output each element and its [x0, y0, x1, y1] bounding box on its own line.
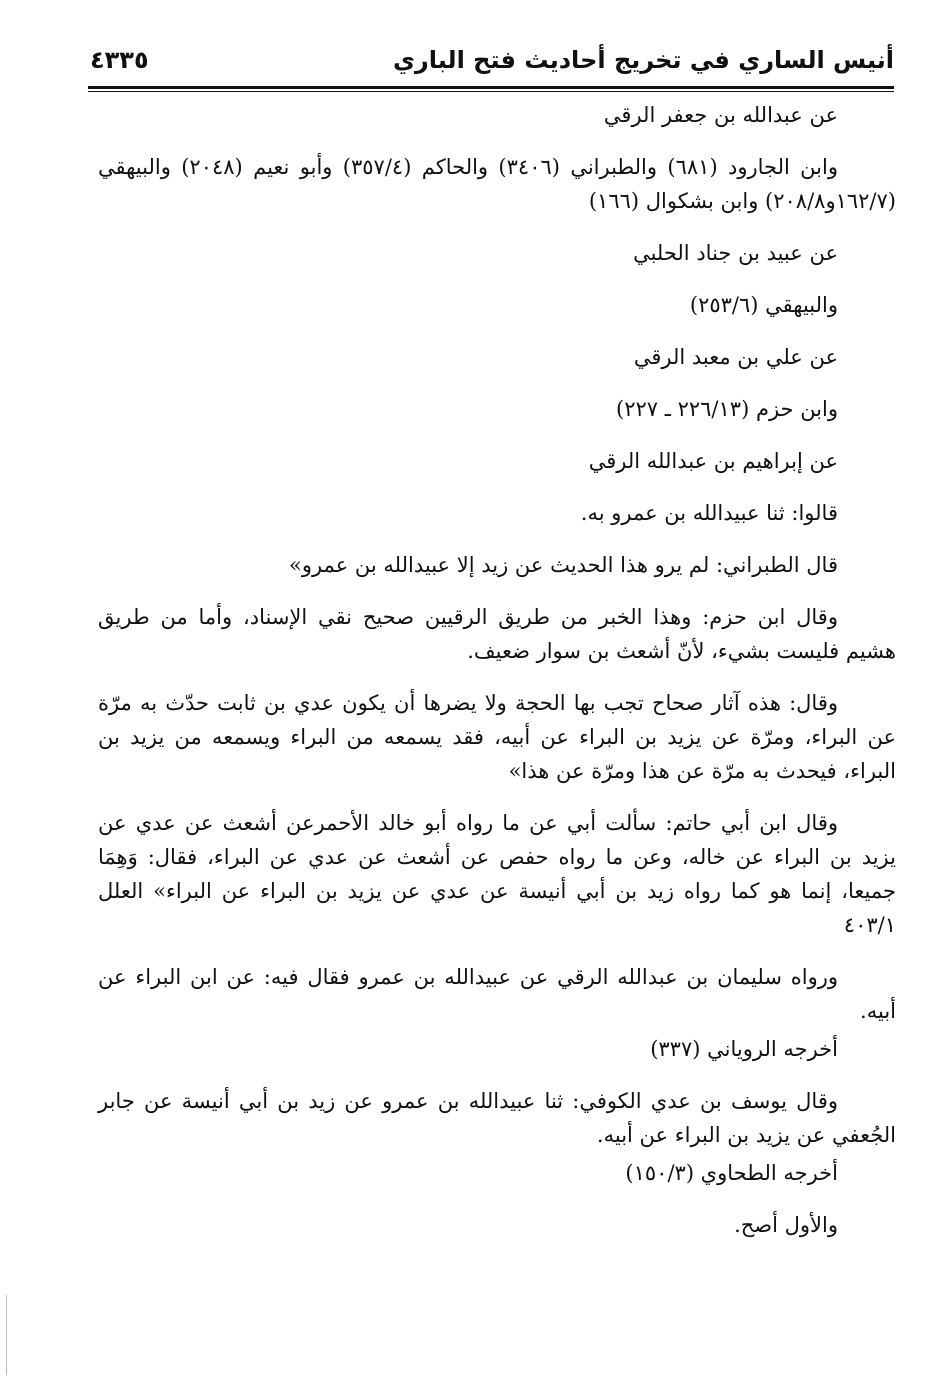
paragraph-15: وقال يوسف بن عدي الكوفي: ثنا عبيدالله بن عمرو عن زيد بن أبي أنيسة عن جابر الجُعفي عن يزيد بن البراء عن أبيه.: [98, 1089, 896, 1147]
paragraph-16: أخرجه الطحاوي (١٥٠/٣): [625, 1161, 838, 1185]
paragraph-13: ورواه سليمان بن عبدالله الرقي عن عبيدالله بن عمرو فقال فيه: عن ابن البراء عن أبيه.: [98, 965, 896, 1023]
header-rule-thin: [88, 91, 894, 92]
paragraph-1: عن عبدالله بن جعفر الرقي: [603, 103, 838, 127]
paragraph-14: أخرجه الروياني (٣٣٧): [650, 1037, 838, 1061]
scan-margin-line: [6, 1295, 7, 1375]
paragraph-17: والأول أصح.: [734, 1213, 838, 1237]
header-rule-thick: [88, 86, 894, 89]
paragraph-7: عن إبراهيم بن عبدالله الرقي: [588, 449, 838, 473]
paragraph-10: وقال ابن حزم: وهذا الخبر من طريق الرقيين صحيح نقي الإسناد، وأما من طريق هشيم فليست بشيء، لأنّ أشعث بن سوار ضعيف.: [98, 605, 896, 663]
page-number: ٤٣٣٥: [90, 46, 149, 74]
paragraph-2: وابن الجارود (٦٨١) والطبراني (٣٤٠٦) والحاكم (٣٥٧/٤) وأبو نعيم (٢٠٤٨) والبيهقي (١٦٢/٧و٢٠٨/٨) وابن بشكوال (١٦٦): [98, 155, 896, 213]
body-text: [98, 98, 896, 1260]
paragraph-3: عن عبيد بن جناد الحلبي: [633, 241, 838, 265]
paragraph-8: قالوا: ثنا عبيدالله بن عمرو به.: [580, 501, 838, 525]
paragraph-5: عن علي بن معبد الرقي: [633, 345, 838, 369]
paragraph-6: وابن حزم (٢٢٦/١٣ ـ ٢٢٧): [616, 397, 838, 421]
paragraph-4: والبيهقي (٢٥٣/٦): [689, 293, 838, 317]
running-header: [88, 40, 894, 84]
book-title: أنيس الساري في تخريج أحاديث فتح الباري: [392, 46, 894, 74]
paragraph-12: وقال ابن أبي حاتم: سألت أبي عن ما رواه أبو خالد الأحمرعن أشعث عن عدي عن يزيد بن البراء عن خاله، وعن ما رواه حفص عن أشعث عن عدي عن البراء، فقال: وَهِمَا جميعا، إنما هو كما رواه زيد بن أبي أنيسة عن عدي عن يزيد بن البراء عن البراء» العلل ٤٠٣/١: [98, 811, 896, 937]
paragraph-9: قال الطبراني: لم يرو هذا الحديث عن زيد إلا عبيدالله بن عمرو»: [288, 553, 838, 577]
paragraph-11: وقال: هذه آثار صحاح تجب بها الحجة ولا يضرها أن يكون عدي بن ثابت حدّث به مرّة عن البراء، ومرّة عن يزيد بن البراء عن أبيه، فقد يسمعه من البراء ويسمعه من يزيد بن البراء، فيحدث به مرّة عن هذا ومرّة عن هذا»: [98, 691, 896, 783]
